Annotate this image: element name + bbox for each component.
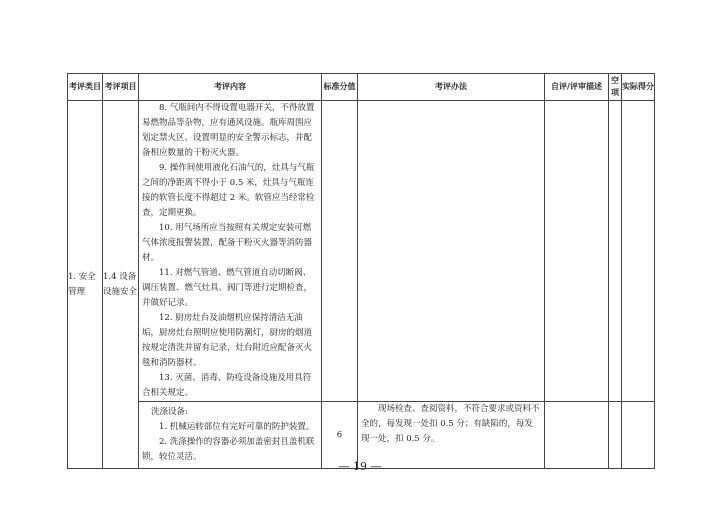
category-cell: 1. 安全管理: [68, 101, 103, 469]
header-content: 考评内容: [139, 74, 322, 101]
wash-content-cell: [139, 402, 322, 469]
content-paragraph: 12. 厨房灶台及油烟机应保持清洁无油垢，厨房灶台照明应使用防潮灯，厨房的烟道按规定清洗并留有记录，灶台附近应配备灭火毯和消防器材。: [142, 313, 313, 368]
content-paragraph: 10. 用气场所应当按照有关规定安装可燃气体浓度报警装置，配备干粉灭火器等消防器材。: [142, 223, 313, 263]
item-cell: 1.4 设备设施安全: [103, 101, 139, 469]
method-cell: [358, 101, 545, 402]
content-paragraph: 11. 对燃气管道、燃气管道自动切断阀、调压装置、燃气灶具、阀门等进行定期检查，并做好记录。: [142, 268, 313, 308]
header-self-eval: 自评/评审描述: [545, 74, 609, 101]
header-score: 标准分值: [322, 74, 358, 101]
empty-cell: [609, 101, 622, 402]
self-eval-cell: [545, 402, 609, 469]
content-cell: [139, 101, 322, 402]
actual-cell: [622, 402, 655, 469]
header-actual: 实际得分: [622, 74, 655, 101]
evaluation-table: [67, 73, 655, 469]
content-paragraph: 1. 机械运转部位有完好可靠的防护装置。: [159, 422, 315, 432]
wash-score-cell: 6: [322, 402, 358, 469]
score-cell: [322, 101, 358, 402]
table-row: [68, 402, 655, 469]
header-row: [68, 74, 655, 101]
content-paragraph: 2. 洗涤操作的容器必须加盖密封且盖机联锁，较位灵活。: [142, 437, 315, 462]
header-item: 考评项目: [103, 74, 139, 101]
wash-title: 洗涤设备:: [151, 407, 188, 417]
content-paragraph: 8. 气瓶间内不得设置电器开关，不得放置易燃物品等杂物，应有通风设施。瓶库周围应划定禁火区、设置明显的安全警示标志，并配备相应数量的干粉灭火器。: [142, 103, 315, 158]
page-number: — 19 —: [338, 460, 382, 473]
header-method: 考评办法: [358, 74, 545, 101]
wash-method-cell: [358, 402, 545, 469]
self-eval-cell: [545, 101, 609, 402]
content-paragraph: 9. 操作间使用液化石油气的，灶具与气瓶之间的净距离不得小于 0.5 米，灶具与气瓶连接的软管长度不得超过 2 米。软管应当经常检查，定期更换。: [142, 163, 315, 218]
actual-cell: [622, 101, 655, 402]
empty-cell: [609, 402, 622, 469]
table-row: [68, 101, 655, 402]
header-empty: 空项: [609, 74, 622, 101]
method-text: 现场检查、查阅资料，不符合要求或资料不全的，每发现一处扣 0.5 分；有缺陷的，每发现一处，扣 0.5 分。: [361, 404, 540, 444]
header-category: 考评类目: [68, 74, 103, 101]
content-paragraph: 13. 灭菌、消毒、防疫设备设施及用具符合相关规定。: [142, 373, 312, 398]
